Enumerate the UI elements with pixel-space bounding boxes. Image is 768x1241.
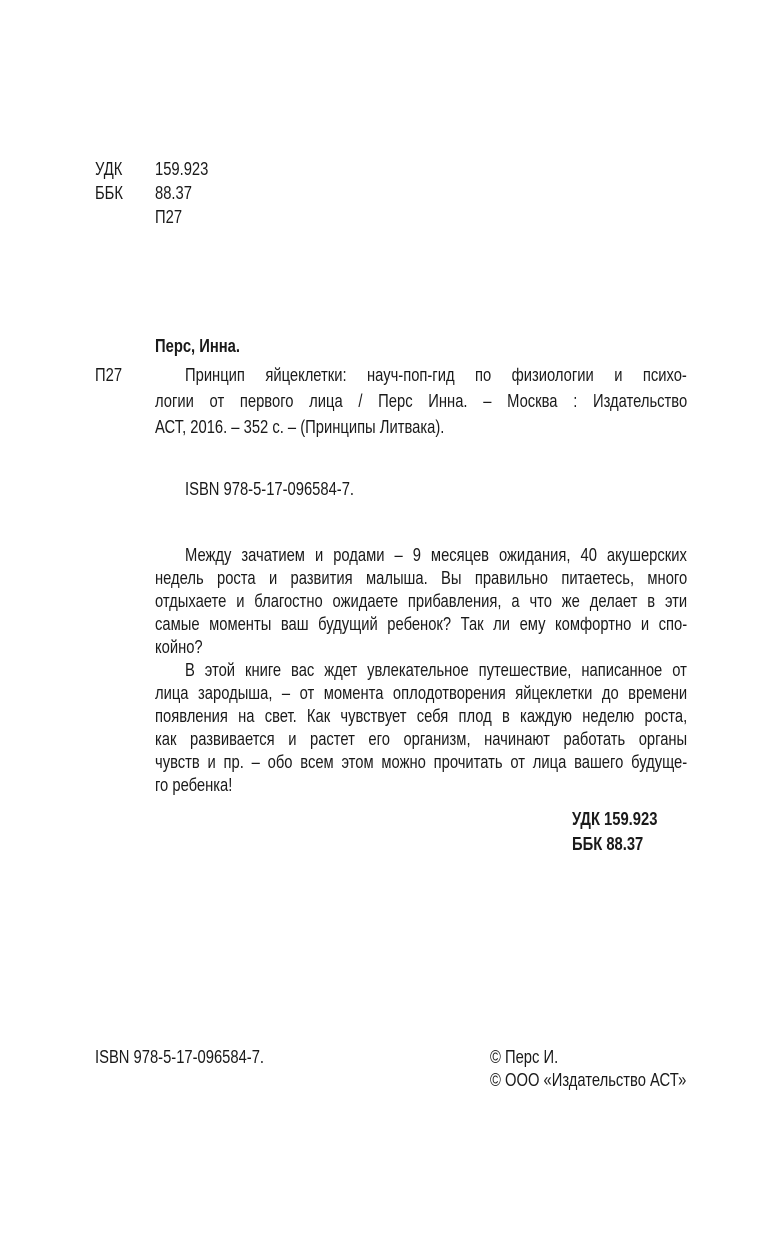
abstract-line: го ребенка! — [155, 775, 233, 795]
abstract-line: лица зародыша, – от момента оплодотворения яйцеклетки до времени — [155, 683, 688, 703]
abstract-line: отдыхаете и благостно ожидаете прибавления, а что же делает в эти — [155, 591, 688, 611]
abstract-line: появления на свет. Как чувствует себя плод в каждую неделю роста, — [155, 706, 688, 726]
entry-description-line: Принцип яйцеклетки: науч-поп-гид по физиологии и психо- — [185, 365, 687, 385]
abstract-line: В этой книге вас ждет увлекательное путешествие, написанное от — [185, 660, 687, 680]
entry-code: П27 — [95, 365, 123, 385]
abstract-line: недель роста и развития малыша. Вы правильно питаетесь, много — [155, 568, 688, 588]
bbk-value: 88.37 — [155, 183, 192, 203]
entry-description-line: АСТ, 2016. – 352 с. – (Принципы Литвака). — [155, 417, 445, 437]
entry-isbn: ISBN 978-5-17-096584-7. — [185, 479, 355, 499]
abstract-line: как развивается и растет его организм, начинают работать органы — [155, 729, 688, 749]
author-sign: П27 — [155, 207, 183, 227]
abstract-line: самые моменты ваш будущий ребенок? Так ли ему комфортно и спо- — [155, 614, 688, 634]
copyright-author: © Перс И. — [490, 1047, 559, 1067]
bbk-bottom: ББК 88.37 — [572, 834, 644, 854]
udk-label: УДК — [95, 159, 123, 179]
author-heading: Перс, Инна. — [155, 336, 240, 356]
copyright-publisher: © ООО «Издательство АСТ» — [490, 1070, 687, 1090]
abstract-line: чувств и пр. – обо всем этом можно прочитать от лица вашего будуще- — [155, 752, 688, 772]
footer-isbn: ISBN 978-5-17-096584-7. — [95, 1047, 265, 1067]
udk-value: 159.923 — [155, 159, 209, 179]
abstract-line: койно? — [155, 637, 203, 657]
entry-description-line: логии от первого лица / Перс Инна. – Москва : Издательство — [155, 391, 688, 411]
udk-bottom: УДК 159.923 — [572, 809, 658, 829]
abstract-line: Между зачатием и родами – 9 месяцев ожидания, 40 акушерских — [185, 545, 687, 565]
bbk-label: ББК — [95, 183, 123, 203]
